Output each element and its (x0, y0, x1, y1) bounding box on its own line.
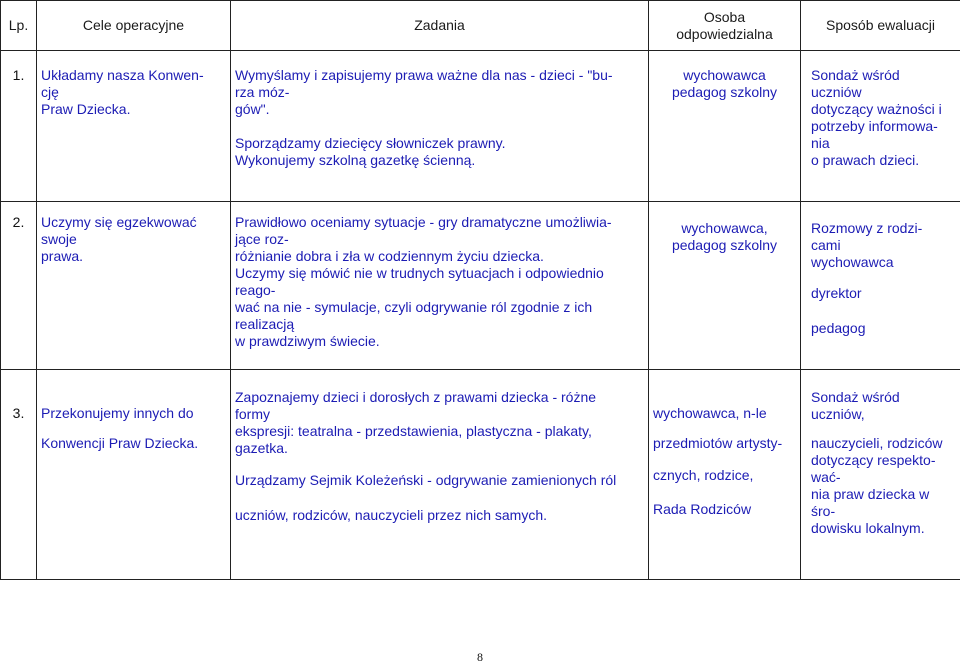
evaluation-cell (801, 202, 960, 370)
header-goals-label: Cele operacyjne (82, 17, 185, 33)
goal-line: prawa. (41, 248, 84, 264)
evaluation-cell (801, 370, 960, 580)
task-line: Wymyślamy i zapisujemy prawa ważne dla nas - dzieci - "bu- (235, 67, 613, 83)
header-tasks (231, 1, 649, 51)
task-line: Sporządzamy dziecięcy słowniczek prawny. (235, 135, 506, 151)
person-line: przedmiotów artysty- (653, 435, 783, 451)
task-cell (231, 51, 649, 202)
header-evaluation-label: Sposób ewaluacji (826, 17, 935, 33)
header-person (649, 1, 801, 51)
evaluation-line: pedagog (811, 320, 866, 336)
goal-cell (37, 202, 231, 370)
goal-line: Praw Dziecka. (41, 101, 131, 117)
goal-line: cję (41, 84, 59, 100)
evaluation-line: dyrektor (811, 285, 862, 301)
goal-line: Uczymy się egzekwować (41, 214, 197, 230)
header-lp-label: Lp. (8, 17, 29, 33)
task-line: jące roz- (235, 231, 289, 247)
row-number: 3. (12, 405, 25, 421)
evaluation-line: nia (811, 135, 830, 151)
row-number: 1. (12, 67, 25, 83)
task-line: wać na nie - symulacje, czyli odgrywanie ról zgodnie z ich (235, 299, 593, 315)
goal-line: Przekonujemy innych do (41, 405, 194, 421)
evaluation-line: dotyczący respekto- (811, 452, 936, 468)
person-line: pedagog szkolny (671, 237, 778, 253)
person-line: wychowawca (683, 67, 766, 83)
header-lp (1, 1, 37, 51)
task-cell (231, 202, 649, 370)
person-line: pedagog szkolny (671, 84, 778, 100)
header-tasks-label: Zadania (414, 17, 465, 33)
goal-cell (37, 51, 231, 202)
evaluation-line: potrzeby informowa- (811, 118, 938, 134)
task-line: Uczymy się mówić nie w trudnych sytuacjach i odpowiednio (235, 265, 604, 281)
row-number-cell (1, 51, 37, 202)
person-line: Rada Rodziców (653, 501, 752, 517)
goal-line: swoje (41, 231, 77, 247)
goal-line: Układamy nasza Konwen- (41, 67, 204, 83)
task-line: ekspresji: teatralna - przedstawienia, plastyczna - plakaty, (235, 423, 592, 439)
page-number: 8 (477, 650, 483, 664)
person-line: wychowawca, n-le (653, 405, 767, 421)
evaluation-line: Sondaż wśród (811, 67, 900, 83)
row-number: 2. (12, 214, 25, 230)
task-line: Wykonujemy szkolną gazetkę ścienną. (235, 152, 476, 168)
goal-line: Konwencji Praw Dziecka. (41, 435, 199, 451)
evaluation-line: dowisku lokalnym. (811, 520, 925, 536)
evaluation-line: nauczycieli, rodziców (811, 435, 943, 451)
person-line: wychowawca, (681, 220, 768, 236)
row-number-cell (1, 370, 37, 580)
evaluation-line: wychowawca (811, 254, 894, 270)
task-line: uczniów, rodziców, nauczycieli przez nich samych. (235, 507, 548, 523)
header-evaluation (801, 1, 960, 51)
header-row (1, 1, 960, 51)
row-number-cell (1, 202, 37, 370)
person-cell (649, 202, 801, 370)
task-line: formy (235, 406, 270, 422)
task-line: Urządzamy Sejmik Koleżeński - odgrywanie zamienionych ról (235, 472, 617, 488)
task-line: rza móz- (235, 84, 290, 100)
evaluation-line: śro- (811, 503, 836, 519)
task-cell (231, 370, 649, 580)
task-line: Zapoznajemy dzieci i dorosłych z prawami dziecka - różne (235, 389, 597, 405)
task-line: różnianie dobra i zła w codziennym życiu dziecka. (235, 248, 544, 264)
evaluation-line: cami (811, 237, 841, 253)
task-line: reago- (235, 282, 276, 298)
header-person-label-2: odpowiedzialna (676, 25, 773, 42)
task-line: w prawdziwym świecie. (235, 333, 380, 349)
evaluation-line: wać- (811, 469, 841, 485)
header-person-label-1: Osoba (703, 8, 746, 25)
evaluation-line: nia praw dziecka w (811, 486, 930, 502)
person-line: cznych, rodzice, (653, 467, 754, 483)
evaluation-line: Sondaż wśród (811, 389, 900, 405)
evaluation-cell (801, 51, 960, 202)
evaluation-line: uczniów (811, 84, 862, 100)
table-row (1, 51, 960, 202)
evaluation-line: Rozmowy z rodzi- (811, 220, 923, 236)
evaluation-line: dotyczący ważności i (811, 101, 942, 117)
task-line: gazetka. (235, 440, 288, 456)
task-line: gów". (235, 101, 270, 117)
person-cell (649, 370, 801, 580)
person-cell (649, 51, 801, 202)
task-line: realizacją (235, 316, 295, 332)
evaluation-line: o prawach dzieci. (811, 152, 920, 168)
table-row (1, 202, 960, 370)
header-goals (37, 1, 231, 51)
goal-cell (37, 370, 231, 580)
task-line: Prawidłowo oceniamy sytuacje - gry dramatyczne umożliwia- (235, 214, 612, 230)
evaluation-line: uczniów, (811, 406, 865, 422)
table-row (1, 370, 960, 580)
